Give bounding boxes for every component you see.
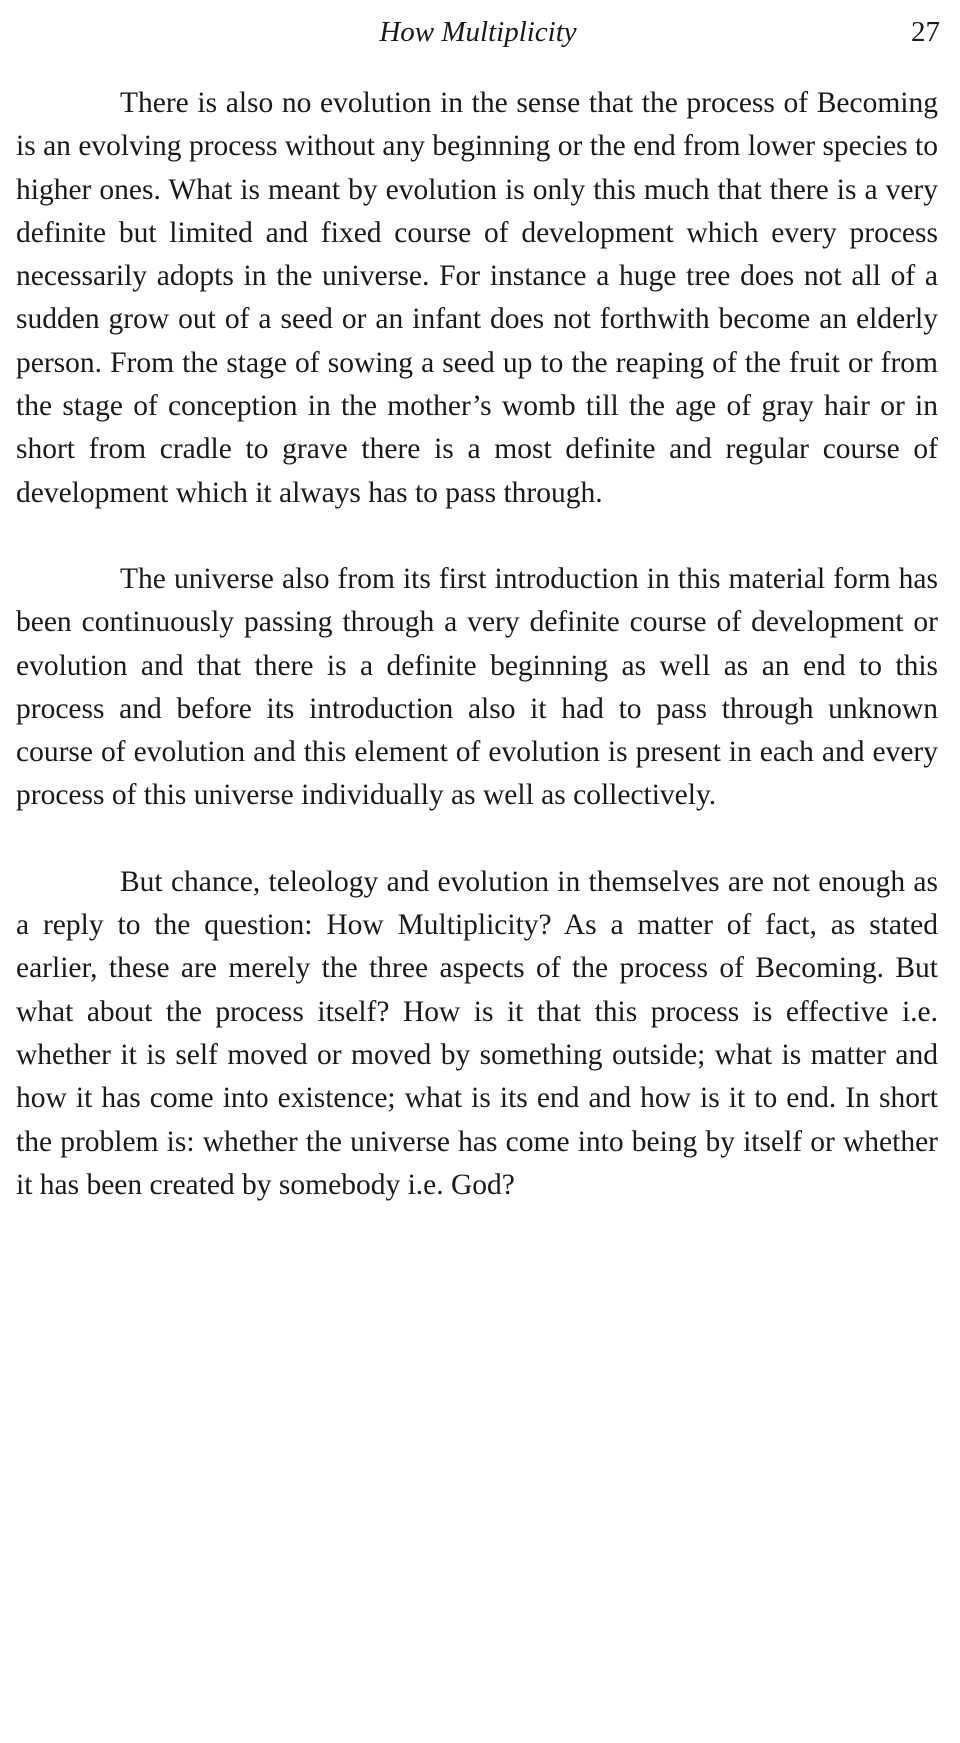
paragraph-evolution-meaning: There is also no evolution in the sense that the process of Becoming is an evolving process without any beginning or the end from lower species to higher ones. What is meant by evolution is only this much that there is a very definite but limited and fixed course of development which every process necessarily adopts in the universe. For instance a huge tree does not all of a sudden grow out of a seed or an infant does not forthwith become an elderly person. From the stage of sowing a seed up to the reaping of the fruit or from the stage of conception in the mother’s womb till the age of gray hair or in short from cradle to grave there is a most definite and regular course of development which it always has to pass through. [16,87,938,509]
running-title: How Multiplicity [379,16,577,48]
page-number: 27 [911,16,940,48]
running-head [16,12,940,52]
body-text [16,82,938,1250]
paragraph-process-question: But chance, teleology and evolution in themselves are not enough as a reply to the question: How Multiplicity? As a matter of fact, as stated earlier, these are merely the three aspects of the process of Becoming. But what about the process itself? How is it that this process is effective i.e. whether it is self moved or moved by something outside; what is matter and how it has come into existence; what is its end and how is it to end. In short the problem is: whether the universe has come into being by itself or whether it has been created by somebody i.e. God? [16,865,938,1201]
paragraph-universe-evolution: The universe also from its first introduction in this material form has been continuously passing through a very definite course of development or evolution and that there is a definite beginning as well as an end to this process and before its introduction also it had to pass through unknown course of evolution and this element of evolution is present in each and every process of this universe individually as well as collectively. [16,562,938,812]
